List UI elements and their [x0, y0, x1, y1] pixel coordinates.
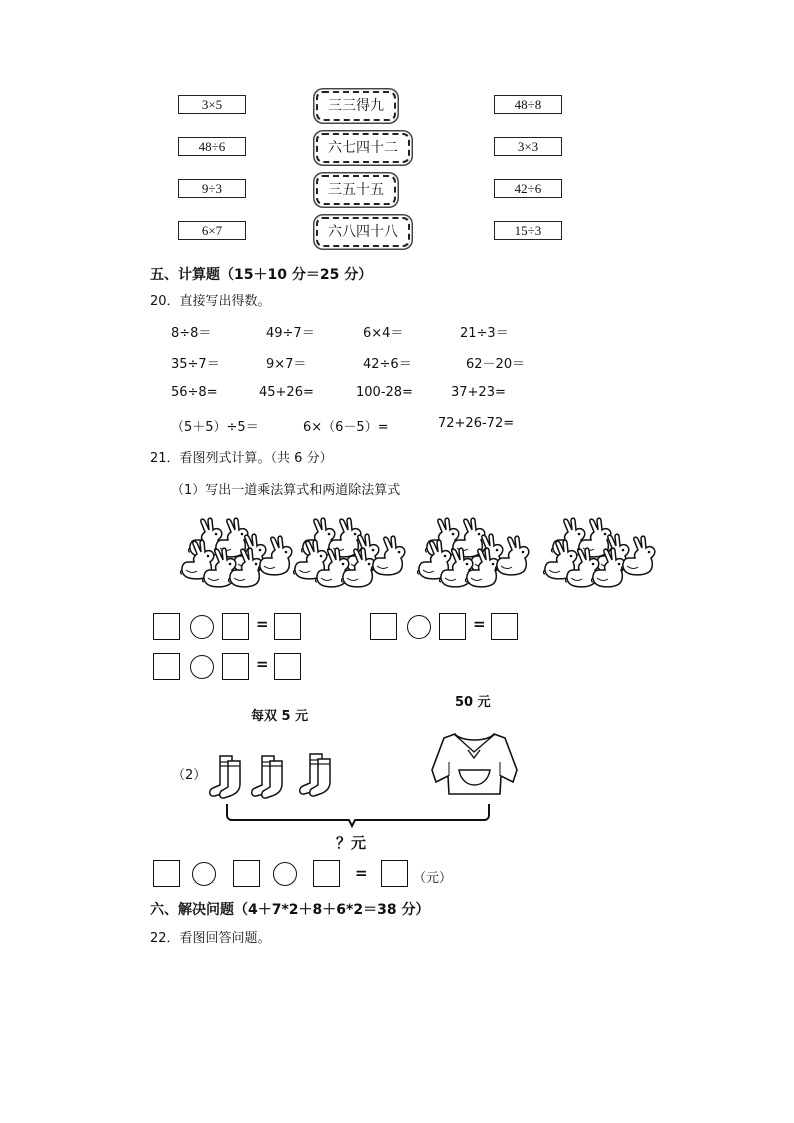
answer-box[interactable] — [153, 860, 180, 887]
multiplication-rhyme-card[interactable]: 三五十五 — [316, 175, 396, 205]
math-item: 35÷7＝ — [171, 357, 220, 372]
math-item: 37+23= — [451, 385, 506, 400]
equals-sign: = — [355, 864, 368, 882]
coat-icon — [432, 734, 517, 794]
math-item: 56÷8= — [171, 385, 218, 400]
right-expression-box[interactable]: 42÷6 — [494, 179, 562, 198]
equals-sign: = — [256, 655, 269, 673]
question-20-prompt: 20．直接写出得数。 — [150, 294, 271, 309]
left-expression-box[interactable]: 6×7 — [178, 221, 246, 240]
section-six-title: 六、解决问题（4＋7*2＋8＋6*2＝38 分） — [150, 902, 430, 918]
equals-sign: = — [256, 615, 269, 633]
math-item: 6×4＝ — [363, 326, 404, 341]
equals-sign: = — [473, 615, 486, 633]
section-five-title: 五、计算题（15＋10 分＝25 分） — [150, 267, 373, 283]
math-item: 62－20＝ — [466, 357, 526, 372]
sock-pair — [210, 756, 240, 798]
math-item: 49÷7＝ — [266, 326, 315, 341]
math-item: 42÷6＝ — [363, 357, 412, 372]
answer-box[interactable] — [233, 860, 260, 887]
sock-price-label: 每双 5 元 — [251, 709, 309, 724]
right-expression-box[interactable]: 15÷3 — [494, 221, 562, 240]
left-expression-box[interactable]: 9÷3 — [178, 179, 246, 198]
question-22-prompt: 22．看图回答问题。 — [150, 931, 271, 946]
total-bracket — [227, 804, 489, 826]
right-expression-box[interactable]: 3×3 — [494, 137, 562, 156]
math-item: 21÷3＝ — [460, 326, 509, 341]
math-item: 45+26= — [259, 385, 314, 400]
math-item: 9×7＝ — [266, 357, 307, 372]
sock-pair — [252, 756, 282, 798]
left-expression-box[interactable]: 3×5 — [178, 95, 246, 114]
coat-price-label: 50 元 — [455, 695, 491, 710]
multiplication-rhyme-card[interactable]: 三三得九 — [316, 91, 396, 121]
math-item: 72+26-72= — [438, 416, 515, 431]
left-expression-box[interactable]: 48÷6 — [178, 137, 246, 156]
question-21-part2-label: （2） — [172, 768, 207, 783]
total-question-label: ？元 — [336, 834, 367, 852]
question-21-part1-prompt: （1）写出一道乘法算式和两道除法算式 — [171, 483, 401, 498]
math-item: 8÷8＝ — [171, 326, 212, 341]
question-21-prompt: 21．看图列式计算。（共 6 分） — [150, 451, 333, 466]
multiplication-rhyme-card[interactable]: 六八四十八 — [316, 217, 410, 247]
multiplication-rhyme-card[interactable]: 六七四十二 — [316, 133, 410, 163]
answer-box[interactable] — [313, 860, 340, 887]
math-item: （5＋5）÷5＝ — [171, 420, 259, 435]
unit-label: （元） — [413, 871, 453, 886]
operator-circle[interactable] — [192, 862, 216, 886]
sock-pair — [300, 754, 330, 796]
answer-box[interactable] — [381, 860, 408, 887]
math-item: 6×（6－5）= — [303, 420, 389, 435]
right-expression-box[interactable]: 48÷8 — [494, 95, 562, 114]
operator-circle[interactable] — [273, 862, 297, 886]
math-item: 100-28= — [356, 385, 413, 400]
